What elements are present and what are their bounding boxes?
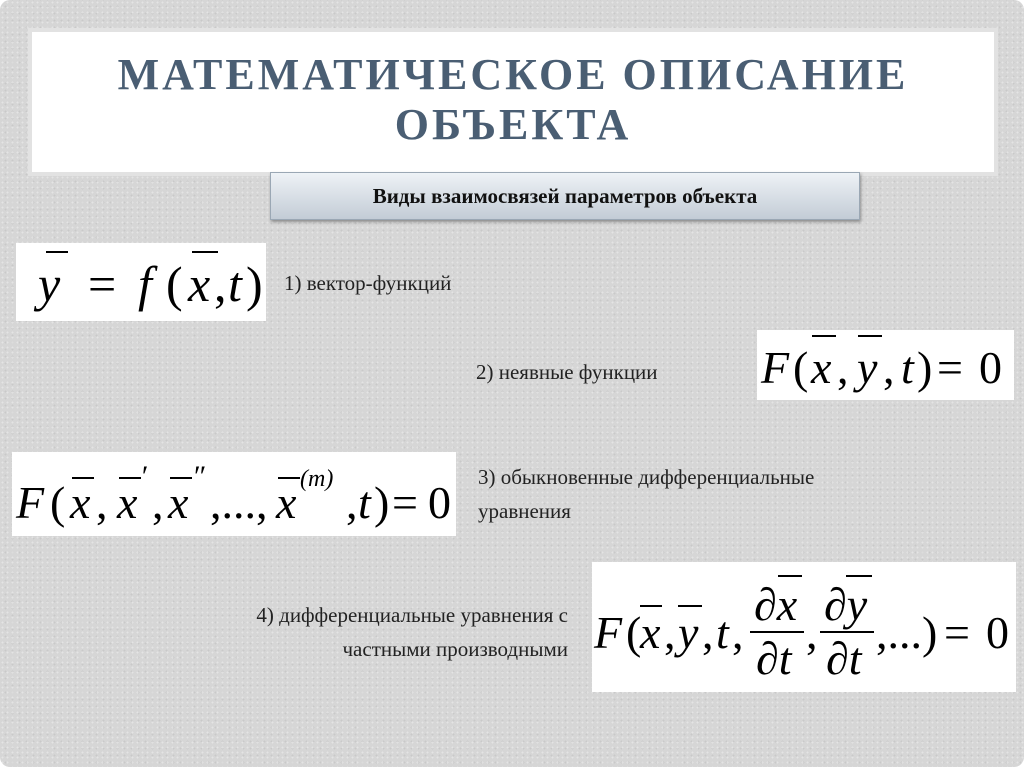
formula-3-eq: =: [392, 477, 418, 528]
formula-4-dx: ∂x: [754, 579, 798, 630]
formula-2-y: y: [857, 342, 878, 393]
formula-2-open: (: [793, 342, 809, 393]
formula-4-sep1: ,: [664, 607, 676, 658]
title-line-1: МАТЕМАТИЧЕСКОЕ ОПИСАНИЕ: [117, 50, 909, 99]
formula-3-open: (: [50, 477, 66, 528]
title-box: [32, 32, 994, 172]
formula-4-open: (: [626, 607, 642, 658]
formula-1-x: x: [188, 256, 211, 312]
formula-3-t: t: [358, 477, 371, 528]
formula-3-close: ): [374, 477, 390, 528]
formula-3-x1: x: [70, 477, 91, 528]
item-4-label-line-2: частными производными: [342, 637, 568, 661]
subtitle: Виды взаимосвязей параметров объекта: [372, 183, 758, 208]
formula-4-dt1: ∂t: [756, 633, 792, 684]
formula-2-x: x: [811, 342, 832, 393]
formula-1-close: ): [246, 256, 263, 312]
subtitle-box: [270, 172, 860, 220]
formula-implicit-function: [757, 330, 1014, 400]
formula-3-x3: x: [168, 477, 189, 528]
formula-4-y: y: [678, 607, 699, 658]
formula-4-sep4: ,: [806, 607, 818, 658]
item-4-label: [148, 598, 568, 666]
formula-2-eq: =: [937, 342, 963, 393]
formula-2-zero: 0: [979, 342, 1002, 393]
formula-3-prime1: ′: [140, 460, 147, 493]
formula-4-dt2: ∂t: [826, 633, 862, 684]
title-line-2: ОБЪЕКТА: [394, 100, 632, 149]
formula-2-F: F: [761, 342, 790, 393]
formula-3-sep1: ,: [96, 477, 108, 528]
item-4-label-line-1: 4) дифференциальные уравнения с: [256, 603, 568, 627]
formula-3-prime2: ″: [192, 460, 205, 493]
page-title: [32, 50, 994, 150]
formula-2-sep2: ,: [883, 342, 895, 393]
formula-1-f: f: [138, 256, 152, 312]
formula-vector-function: [16, 243, 266, 321]
item-3-label-line-1: 3) обыкновенные дифференциальные: [478, 465, 815, 489]
item-1-label: 1) вектор-функций: [284, 271, 452, 295]
formula-1-y: y: [38, 256, 61, 312]
formula-4-dy: ∂y: [824, 579, 868, 630]
item-3-label: [478, 460, 814, 528]
formula-1-sep: ,: [214, 256, 227, 312]
formula-1-t: t: [228, 256, 242, 312]
formula-3-sep3: ,: [346, 477, 358, 528]
formula-4-sep3: ,: [732, 607, 744, 658]
formula-3-order: (m): [300, 466, 334, 492]
formula-ordinary-differential: [12, 452, 456, 536]
formula-2-sep1: ,: [837, 342, 849, 393]
formula-3-sep2: ,: [152, 477, 164, 528]
item-3-label-line-2: уравнения: [478, 499, 571, 523]
formula-3-dots: ,...,: [210, 477, 268, 528]
formula-4-rest: ,...): [876, 607, 938, 658]
formula-4-zero: 0: [986, 607, 1009, 658]
item-2-label: 2) неявные функции: [476, 360, 658, 384]
formula-4-eq: =: [944, 607, 970, 658]
formula-3-F: F: [16, 477, 45, 528]
formula-4-t: t: [716, 607, 729, 658]
formula-3-x4: x: [276, 477, 297, 528]
formula-4-x: x: [640, 607, 661, 658]
formula-2-t: t: [901, 342, 914, 393]
formula-3-zero: 0: [428, 477, 451, 528]
formula-2-close: ): [917, 342, 933, 393]
formula-3-x2: x: [117, 477, 138, 528]
formula-4-F: F: [594, 607, 623, 658]
formula-partial-differential: [592, 562, 1016, 692]
formula-4-sep2: ,: [702, 607, 714, 658]
formula-1-open: (: [166, 256, 183, 312]
formula-1-eq: =: [88, 256, 117, 312]
